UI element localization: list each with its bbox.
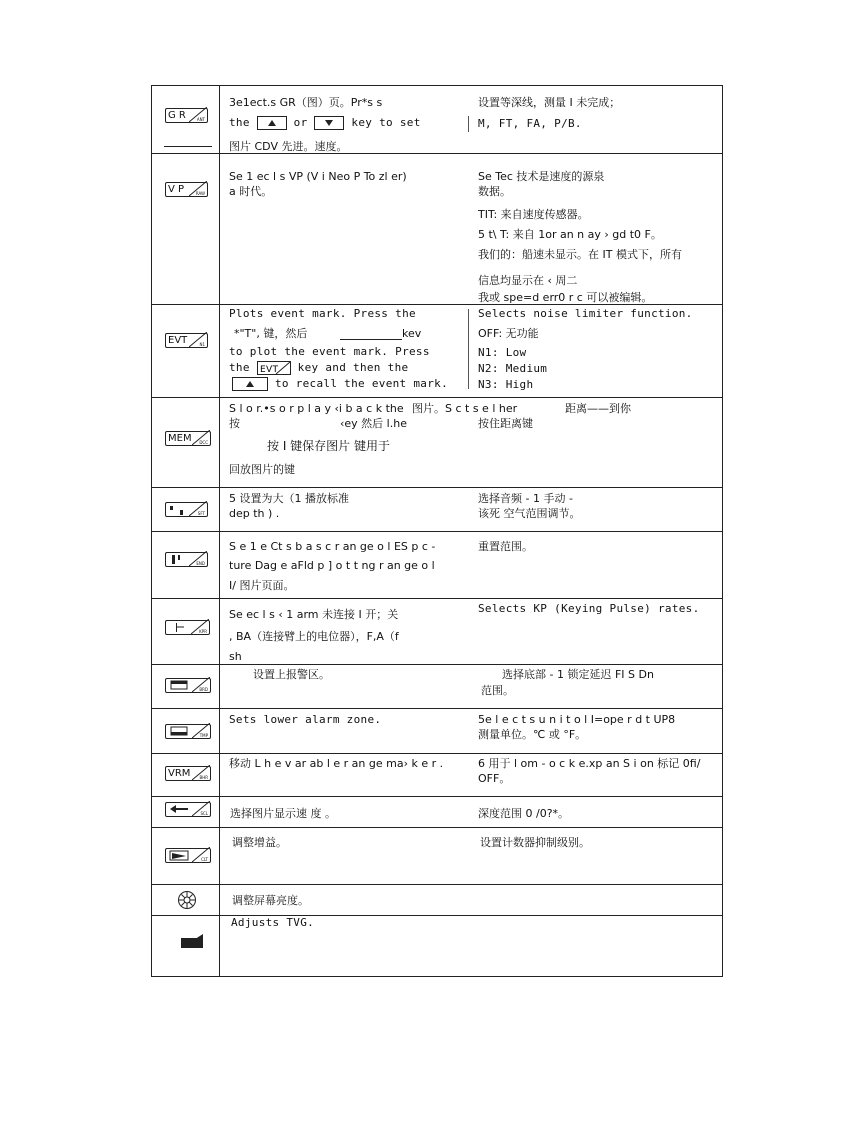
vp-right-line2: 数据。 [478,185,511,198]
vp-desc-line2: a 时代。 [229,185,273,198]
range-key-icon: END [165,552,208,567]
evt-right-line2: OFF: 无功能 [478,327,539,340]
left-arrow-key-icon: SCL [165,802,211,817]
divider-line [164,146,212,147]
vp-right-line4: 5 t\ T: 来自 1or an n ay › gd t0 F。 [478,228,662,241]
vrm-key-icon: VRM BHR [165,766,211,781]
brightness-icon [177,890,197,910]
mem-desc-line1: S l o r.•s o r p l a y ‹i b a c k the [229,402,404,415]
mem-desc-line1b: 图片。S c t s e l her [412,402,518,415]
row-brightness [152,885,722,916]
vp-right-line6: 信息均显示在 ‹ 周二 [478,274,578,287]
tmp-desc-line1: Sets lower alarm zone. [229,713,382,726]
evt-desc-line4: the EVT key and then the [229,361,409,374]
clt-right-line1: 设置计数器抑制级别。 [480,836,590,849]
mem-right-line2: 按住距离键 [478,417,533,430]
evt-right-line4: N2: Medium [478,362,548,375]
row-sft [152,488,722,532]
vrm-right-line2: OFF。 [478,772,511,785]
end-desc-line1: S e 1 e Ct s b a s c r an ge o l ES p c - [229,540,436,553]
vrm-desc-line1: 移动 L h e v ar ab l e r an ge ma› k e r . [229,757,444,770]
kpr-desc-line2: , BA（连接臂上的电位器），F,A（f [229,630,399,643]
evt-desc-line2: *"T", 键，然后 [234,327,308,340]
scl-right-line1: 深度范围 0 /0?*。 [478,807,570,820]
evt-key-icon: EVT N1 [165,333,208,348]
row-evt [152,305,722,398]
vp-right-line5: 我们的：船速未显示。在 IT 模式下，所有 [478,248,682,261]
tmp-right-line1: 5e l e c t s u n i t o l I=ope r d t UP8 [478,713,676,726]
gr-key-icon: G R ANT [165,108,208,123]
up-arrow-icon [232,377,268,391]
sft-right-line1: 选择音频 - 1 手动 - [478,492,573,505]
mem-desc-line4: 回放图片的键 [229,463,295,476]
evt-right-line1: Selects noise limiter function. [478,307,693,320]
sft-desc-line1: 5 设置为大（1 播放标准 [229,492,349,505]
brd-right-line1: 选择底部 - 1 锁定延迟 FI S Dn [502,668,654,681]
mem-right-line1: 距离——到你 [565,402,631,415]
row-end [152,532,722,599]
end-desc-line2: ture Dag e aFld p ] o t t ng r an ge o l [229,559,435,572]
gain-key-icon: CLT [165,848,211,863]
row-vp [152,154,722,305]
evt-desc-line5: to recall the event mark. [232,377,448,391]
upper-alarm-key-icon: BRD [165,678,211,693]
tvg-icon [181,934,203,948]
sft-desc-line2: dep th ) . [229,507,280,520]
key-function-table [151,85,723,977]
lower-alarm-key-icon: TMP [165,724,211,739]
brd-right-line2: 范围。 [481,684,514,697]
kpr-desc-line3: sh [229,650,242,663]
gr-desc-line2: the or key to set [229,116,421,129]
gr-right-line2: M, FT, FA, P/B. [478,117,582,130]
vp-desc-line1: Se 1 ec l s VP (V i Neo P To zl er) [229,170,407,183]
brightness-desc-line1: 调整屏幕亮度。 [232,894,309,907]
kpr-desc-line1: Se ec l s ‹ 1 arm 未连接 I 开；关 [229,608,399,621]
vp-right-line3: TIT: 来自速度传感器。 [478,208,589,221]
row-vrm [152,754,722,797]
shift-key-icon: SFT [165,502,208,517]
down-arrow-icon [314,116,344,130]
row-brd [152,665,722,709]
vp-right-line1: Se Tec 技术是速度的源泉 [478,170,605,183]
kpr-right-line1: Selects KP (Keying Pulse) rates. [478,602,700,615]
row-mem [152,398,722,488]
evt-right-line5: N3: High [478,378,534,391]
kpr-key-icon: KPR [165,620,210,635]
mem-desc-line3: 按 I 键保存图片 键用于 [267,439,390,453]
row-gr [152,86,722,154]
evt-desc-line3: to plot the event mark. Press [229,345,430,358]
gr-right-line1: 设置等深线，测量 I 未完成； [478,96,621,109]
end-right-line1: 重置范围。 [478,540,533,553]
gr-desc-line3: 图片 CDV 先进。速度。 [229,140,348,153]
row-kpr [152,599,722,665]
row-clt [152,828,722,885]
row-tmp [152,709,722,754]
tmp-right-line2: 测量单位。℃ 或 °F。 [478,728,587,741]
row-scl [152,797,722,828]
evt-desc-line1: Plots event mark. Press the [229,307,416,320]
vp-right-line7: 我或 spe=d err0 r c 可以被编辑。 [478,291,653,304]
up-arrow-icon [257,116,287,130]
tvg-desc-line1: Adjusts TVG. [231,916,315,929]
svg-text:EVT: EVT [259,365,278,374]
evt-desc-kev: kev [402,327,422,340]
vrm-right-line1: 6 用于 l om - o c k e.xp an S i on 标记 0fi/ [478,757,701,770]
vp-key-icon: V P RAW [165,182,208,197]
mem-desc-line2: 按 [229,417,240,430]
clt-desc-line1: 调整增益。 [232,836,287,849]
mem-key-icon: MEM DCC [165,431,211,446]
gr-desc-line1: 3e1ect.s GR（图）页。Pr*s s [229,96,383,109]
end-desc-line3: I/ 图片页面。 [229,579,295,592]
sft-right-line2: 该死 空气范围调节。 [478,507,581,520]
brd-desc-line1: 设置上报警区。 [253,668,330,681]
scl-desc-line1: 选择图片显示速 度 。 [230,807,336,820]
mem-desc-line2b: ‹ey 然后 l.he [340,417,407,430]
evt-right-line3: N1: Low [478,346,527,359]
evt-inline-key-icon [257,361,291,375]
row-tvg [152,916,722,976]
